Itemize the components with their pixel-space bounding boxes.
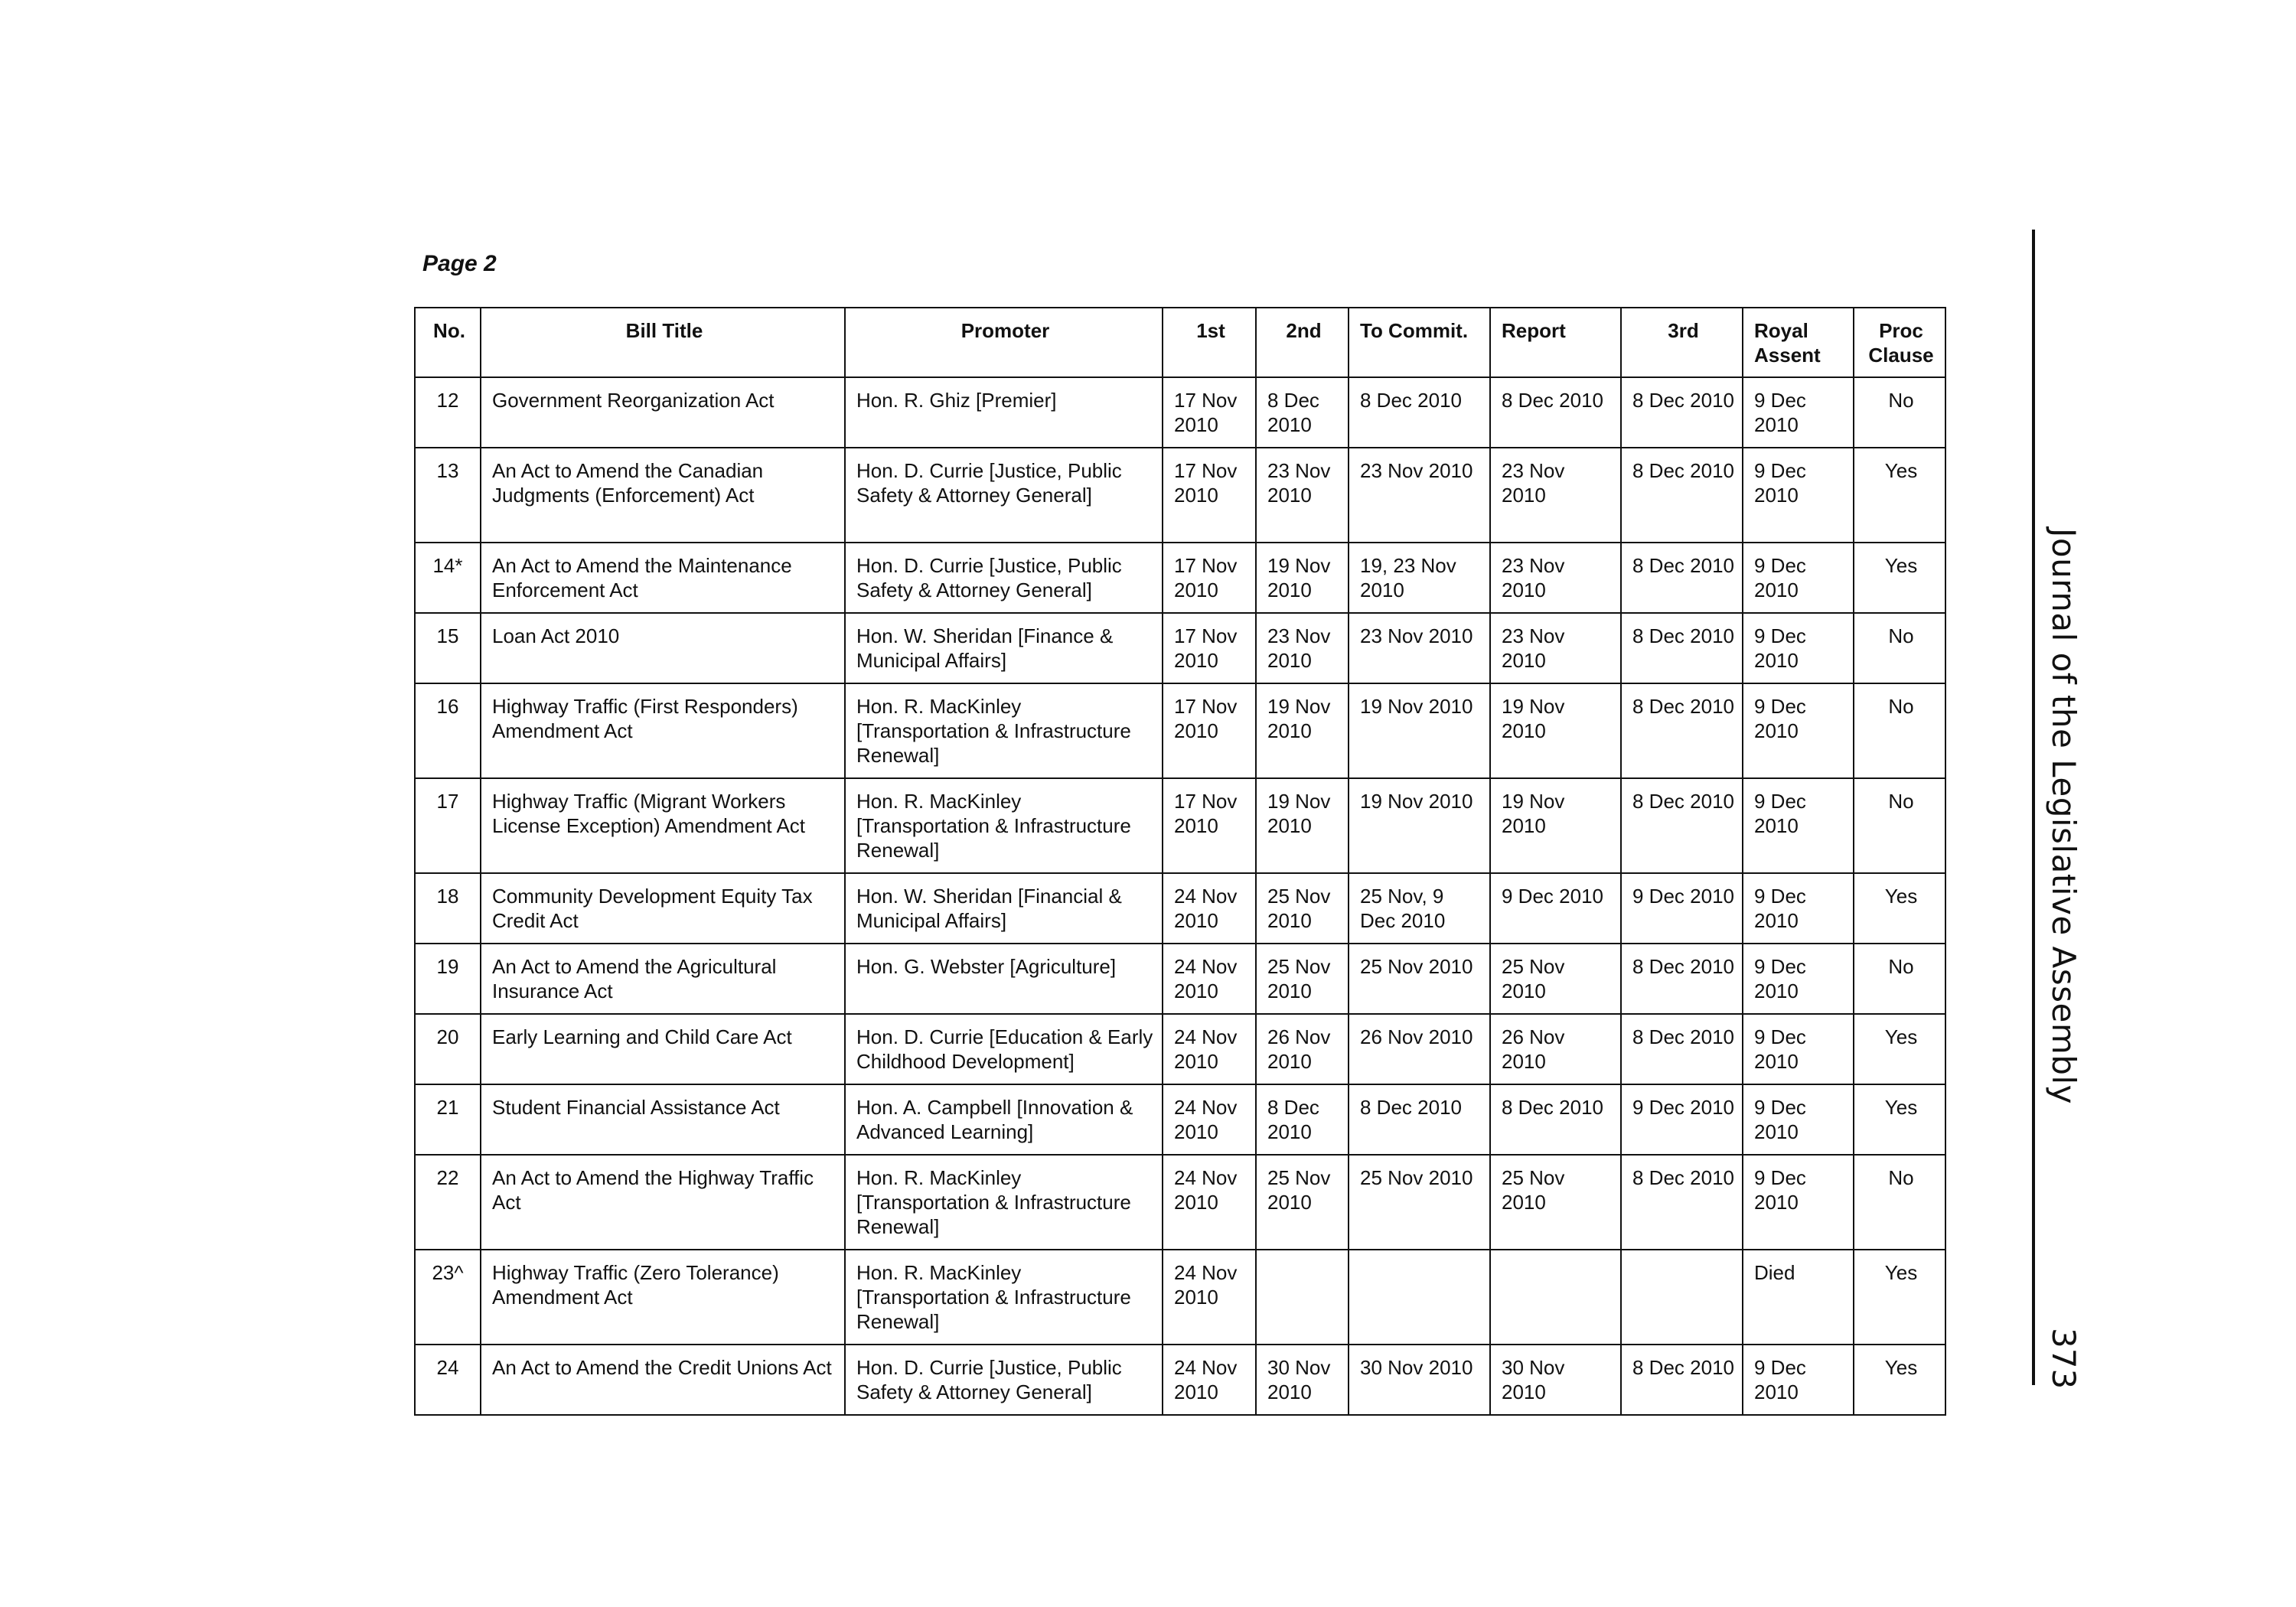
royal-assent-cell: 9 Dec 2010: [1743, 1084, 1854, 1155]
second-reading-cell: 19 Nov 2010: [1256, 778, 1349, 873]
third-reading-cell: 8 Dec 2010: [1621, 448, 1743, 543]
table-row: [415, 1014, 1945, 1084]
table-row: [415, 613, 1945, 683]
proc-clause-cell: Yes: [1854, 1250, 1945, 1345]
second-reading-cell: 23 Nov 2010: [1256, 613, 1349, 683]
header-proc-clause: Proc Clause: [1854, 308, 1945, 377]
third-reading-cell: 8 Dec 2010: [1621, 683, 1743, 778]
report-cell: 23 Nov 2010: [1490, 613, 1621, 683]
table-row: [415, 778, 1945, 873]
first-reading-cell: 24 Nov 2010: [1163, 944, 1256, 1014]
second-reading-cell: 19 Nov 2010: [1256, 683, 1349, 778]
third-reading-cell: 8 Dec 2010: [1621, 543, 1743, 613]
bill-title-cell: Highway Traffic (Zero Tolerance) Amendment Act: [481, 1250, 845, 1345]
royal-assent-cell: 9 Dec 2010: [1743, 543, 1854, 613]
third-reading-cell: 8 Dec 2010: [1621, 1155, 1743, 1250]
bill-number-cell: 23^: [415, 1250, 481, 1345]
header-third-reading: 3rd: [1621, 308, 1743, 377]
proc-clause-cell: Yes: [1854, 1345, 1945, 1415]
first-reading-cell: 24 Nov 2010: [1163, 1345, 1256, 1415]
journal-title: Journal of the Legislative Assembly: [2045, 528, 2082, 1104]
third-reading-cell: 8 Dec 2010: [1621, 377, 1743, 448]
second-reading-cell: 30 Nov 2010: [1256, 1345, 1349, 1415]
page-number: 373: [2045, 1328, 2082, 1390]
royal-assent-cell: 9 Dec 2010: [1743, 448, 1854, 543]
report-cell: 9 Dec 2010: [1490, 873, 1621, 944]
bill-title-cell: An Act to Amend the Agricultural Insurance Act: [481, 944, 845, 1014]
proc-clause-cell: No: [1854, 613, 1945, 683]
royal-assent-cell: 9 Dec 2010: [1743, 1345, 1854, 1415]
to-committee-cell: 19, 23 Nov 2010: [1349, 543, 1490, 613]
to-committee-cell: 30 Nov 2010: [1349, 1345, 1490, 1415]
header-report: Report: [1490, 308, 1621, 377]
third-reading-cell: 8 Dec 2010: [1621, 1345, 1743, 1415]
header-second-reading: 2nd: [1256, 308, 1349, 377]
first-reading-cell: 17 Nov 2010: [1163, 543, 1256, 613]
to-committee-cell: 19 Nov 2010: [1349, 778, 1490, 873]
proc-clause-cell: Yes: [1854, 1014, 1945, 1084]
bill-title-cell: An Act to Amend the Credit Unions Act: [481, 1345, 845, 1415]
promoter-cell: Hon. R. Ghiz [Premier]: [845, 377, 1163, 448]
second-reading-cell: 25 Nov 2010: [1256, 1155, 1349, 1250]
proc-clause-cell: No: [1854, 1155, 1945, 1250]
bill-title-cell: Government Reorganization Act: [481, 377, 845, 448]
bill-number-cell: 22: [415, 1155, 481, 1250]
table-row: [415, 1155, 1945, 1250]
to-committee-cell: [1349, 1250, 1490, 1345]
bills-table: [414, 307, 1946, 1416]
to-committee-cell: 25 Nov, 9 Dec 2010: [1349, 873, 1490, 944]
first-reading-cell: 24 Nov 2010: [1163, 1014, 1256, 1084]
report-cell: 8 Dec 2010: [1490, 1084, 1621, 1155]
header-bill-title: Bill Title: [481, 308, 845, 377]
proc-clause-cell: No: [1854, 778, 1945, 873]
bill-title-cell: Loan Act 2010: [481, 613, 845, 683]
bill-title-cell: An Act to Amend the Highway Traffic Act: [481, 1155, 845, 1250]
bill-number-cell: 16: [415, 683, 481, 778]
proc-clause-cell: No: [1854, 944, 1945, 1014]
bill-number-cell: 12: [415, 377, 481, 448]
proc-clause-cell: Yes: [1854, 1084, 1945, 1155]
header-first-reading: 1st: [1163, 308, 1256, 377]
first-reading-cell: 17 Nov 2010: [1163, 613, 1256, 683]
table-row: [415, 1084, 1945, 1155]
proc-clause-cell: No: [1854, 683, 1945, 778]
second-reading-cell: 19 Nov 2010: [1256, 543, 1349, 613]
page-label: Page 2: [422, 251, 497, 276]
bill-number-cell: 20: [415, 1014, 481, 1084]
bill-number-cell: 19: [415, 944, 481, 1014]
table-row: [415, 448, 1945, 543]
first-reading-cell: 24 Nov 2010: [1163, 873, 1256, 944]
header-row: [415, 308, 1945, 377]
header-to-committee: To Commit.: [1349, 308, 1490, 377]
first-reading-cell: 17 Nov 2010: [1163, 448, 1256, 543]
to-committee-cell: 19 Nov 2010: [1349, 683, 1490, 778]
royal-assent-cell: 9 Dec 2010: [1743, 1014, 1854, 1084]
report-cell: 23 Nov 2010: [1490, 448, 1621, 543]
bill-title-cell: Student Financial Assistance Act: [481, 1084, 845, 1155]
bill-rows: [415, 377, 1945, 1415]
third-reading-cell: 8 Dec 2010: [1621, 1014, 1743, 1084]
first-reading-cell: 17 Nov 2010: [1163, 683, 1256, 778]
bill-title-cell: Highway Traffic (Migrant Workers License Exception) Amendment Act: [481, 778, 845, 873]
second-reading-cell: 25 Nov 2010: [1256, 873, 1349, 944]
royal-assent-cell: 9 Dec 2010: [1743, 1155, 1854, 1250]
third-reading-cell: 9 Dec 2010: [1621, 1084, 1743, 1155]
bill-number-cell: 24: [415, 1345, 481, 1415]
second-reading-cell: 23 Nov 2010: [1256, 448, 1349, 543]
first-reading-cell: 24 Nov 2010: [1163, 1250, 1256, 1345]
promoter-cell: Hon. D. Currie [Education & Early Childhood Development]: [845, 1014, 1163, 1084]
second-reading-cell: 8 Dec 2010: [1256, 1084, 1349, 1155]
header-no: No.: [415, 308, 481, 377]
royal-assent-cell: 9 Dec 2010: [1743, 613, 1854, 683]
report-cell: 19 Nov 2010: [1490, 778, 1621, 873]
table-row: [415, 1345, 1945, 1415]
bill-number-cell: 17: [415, 778, 481, 873]
to-committee-cell: 23 Nov 2010: [1349, 448, 1490, 543]
table-row: [415, 1250, 1945, 1345]
royal-assent-cell: 9 Dec 2010: [1743, 944, 1854, 1014]
report-cell: 23 Nov 2010: [1490, 543, 1621, 613]
bill-title-cell: Highway Traffic (First Responders) Amendment Act: [481, 683, 845, 778]
table-row: [415, 683, 1945, 778]
header-royal-assent: Royal Assent: [1743, 308, 1854, 377]
royal-assent-cell: 9 Dec 2010: [1743, 778, 1854, 873]
second-reading-cell: 26 Nov 2010: [1256, 1014, 1349, 1084]
to-committee-cell: 25 Nov 2010: [1349, 944, 1490, 1014]
third-reading-cell: 8 Dec 2010: [1621, 778, 1743, 873]
second-reading-cell: 8 Dec 2010: [1256, 377, 1349, 448]
royal-assent-cell: 9 Dec 2010: [1743, 377, 1854, 448]
promoter-cell: Hon. G. Webster [Agriculture]: [845, 944, 1163, 1014]
table-row: [415, 944, 1945, 1014]
table-row: [415, 873, 1945, 944]
proc-clause-cell: Yes: [1854, 543, 1945, 613]
royal-assent-cell: 9 Dec 2010: [1743, 683, 1854, 778]
to-committee-cell: 25 Nov 2010: [1349, 1155, 1490, 1250]
bill-number-cell: 14*: [415, 543, 481, 613]
report-cell: 30 Nov 2010: [1490, 1345, 1621, 1415]
margin-rule: [2032, 230, 2035, 1385]
bill-title-cell: An Act to Amend the Canadian Judgments (Enforcement) Act: [481, 448, 845, 543]
to-committee-cell: 8 Dec 2010: [1349, 1084, 1490, 1155]
bill-number-cell: 15: [415, 613, 481, 683]
promoter-cell: Hon. W. Sheridan [Finance & Municipal Affairs]: [845, 613, 1163, 683]
third-reading-cell: 9 Dec 2010: [1621, 873, 1743, 944]
table-row: [415, 377, 1945, 448]
bill-title-cell: An Act to Amend the Maintenance Enforcement Act: [481, 543, 845, 613]
second-reading-cell: [1256, 1250, 1349, 1345]
first-reading-cell: 24 Nov 2010: [1163, 1084, 1256, 1155]
to-committee-cell: 26 Nov 2010: [1349, 1014, 1490, 1084]
promoter-cell: Hon. D. Currie [Justice, Public Safety & Attorney General]: [845, 448, 1163, 543]
report-cell: 26 Nov 2010: [1490, 1014, 1621, 1084]
report-cell: [1490, 1250, 1621, 1345]
promoter-cell: Hon. D. Currie [Justice, Public Safety & Attorney General]: [845, 543, 1163, 613]
proc-clause-cell: Yes: [1854, 448, 1945, 543]
bill-number-cell: 13: [415, 448, 481, 543]
promoter-cell: Hon. R. MacKinley [Transportation & Infrastructure Renewal]: [845, 1250, 1163, 1345]
report-cell: 8 Dec 2010: [1490, 377, 1621, 448]
promoter-cell: Hon. R. MacKinley [Transportation & Infrastructure Renewal]: [845, 1155, 1163, 1250]
royal-assent-cell: Died: [1743, 1250, 1854, 1345]
first-reading-cell: 24 Nov 2010: [1163, 1155, 1256, 1250]
royal-assent-cell: 9 Dec 2010: [1743, 873, 1854, 944]
proc-clause-cell: Yes: [1854, 873, 1945, 944]
promoter-cell: Hon. A. Campbell [Innovation & Advanced Learning]: [845, 1084, 1163, 1155]
promoter-cell: Hon. R. MacKinley [Transportation & Infrastructure Renewal]: [845, 778, 1163, 873]
third-reading-cell: [1621, 1250, 1743, 1345]
promoter-cell: Hon. R. MacKinley [Transportation & Infrastructure Renewal]: [845, 683, 1163, 778]
report-cell: 25 Nov 2010: [1490, 1155, 1621, 1250]
report-cell: 25 Nov 2010: [1490, 944, 1621, 1014]
third-reading-cell: 8 Dec 2010: [1621, 944, 1743, 1014]
bill-number-cell: 18: [415, 873, 481, 944]
bill-number-cell: 21: [415, 1084, 481, 1155]
bill-title-cell: Community Development Equity Tax Credit Act: [481, 873, 845, 944]
proc-clause-cell: No: [1854, 377, 1945, 448]
second-reading-cell: 25 Nov 2010: [1256, 944, 1349, 1014]
promoter-cell: Hon. D. Currie [Justice, Public Safety & Attorney General]: [845, 1345, 1163, 1415]
report-cell: 19 Nov 2010: [1490, 683, 1621, 778]
to-committee-cell: 23 Nov 2010: [1349, 613, 1490, 683]
first-reading-cell: 17 Nov 2010: [1163, 377, 1256, 448]
table-row: [415, 543, 1945, 613]
promoter-cell: Hon. W. Sheridan [Financial & Municipal Affairs]: [845, 873, 1163, 944]
to-committee-cell: 8 Dec 2010: [1349, 377, 1490, 448]
bill-title-cell: Early Learning and Child Care Act: [481, 1014, 845, 1084]
header-promoter: Promoter: [845, 308, 1163, 377]
third-reading-cell: 8 Dec 2010: [1621, 613, 1743, 683]
first-reading-cell: 17 Nov 2010: [1163, 778, 1256, 873]
